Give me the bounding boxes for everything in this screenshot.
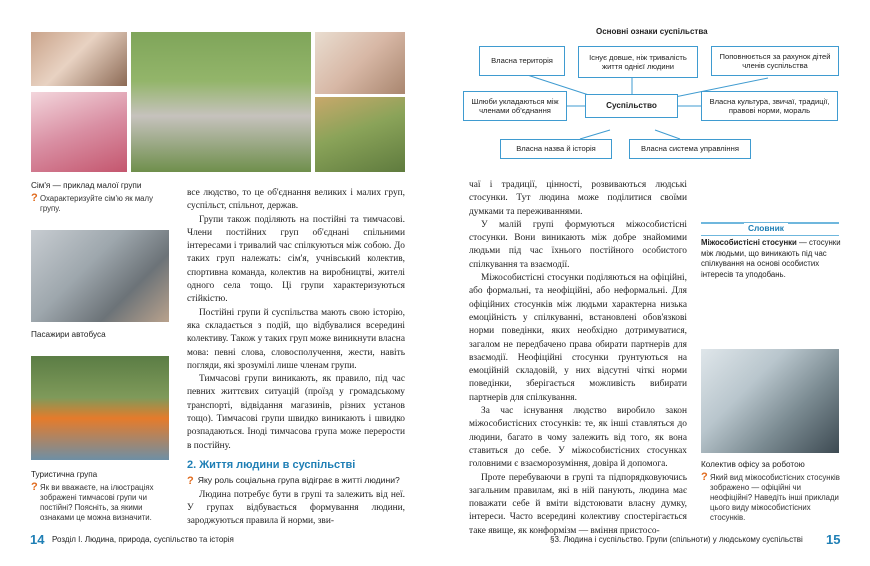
right-text-column — [469, 179, 687, 538]
photo-father-child — [31, 32, 127, 86]
glossary-title: Словник — [744, 223, 788, 233]
photo-family-sofa — [315, 32, 405, 94]
paragraph: Міжособистісні стосунки поділяються на офіційні, або формальні, та неофіційні, або неформальні. Для офіційних стосунків між людьми характерна низька емоційність у спілкуванні, встановлені обов'язкові норми поведінки, яких необхідно дотримуватися, загалом не передбачено права обирати партнерів для взаємодії. Неофіційні стосунки ґрунтуються на емоційній складовій, у них відсутні чіткі норми поведінки, зберігається можливість вибирати партнерів для спілкування. — [469, 273, 687, 403]
glossary-definition: — стосунки між людьми, що виникають під час спілкування на основі особистих інтересів та уподобань. — [701, 238, 841, 279]
footer-left: Розділ І. Людина, природа, суспільство та історія — [52, 535, 234, 544]
photo-bus-passengers — [31, 230, 169, 322]
diagram-box-name-history: Власна назва й історія — [500, 139, 612, 159]
diagram-box-governance: Власна система управління — [629, 139, 751, 159]
diagram-title: Основні ознаки суспільства — [596, 27, 708, 36]
paragraph: Тимчасові групи виникають, як правило, під час певних життєвих ситуацій (проїзд у громадському транспорті, відвідання магазинів, різних установ тощо). Тимчасові групи швидко виникають і швидко розпадаються. Іноді тимчасова група може перерости в постійну. — [187, 374, 405, 451]
paragraph: Людина потребує бути в групі та залежить від неї. У групах відбувається формування людини, зароджуються правила й норми, зви- — [187, 489, 405, 527]
photo-tourist-group — [31, 356, 169, 460]
glossary-term: Міжособистісні стосунки — [701, 238, 797, 247]
caption-bus: Пасажири автобуса — [31, 330, 106, 339]
question-illustrations: Як ви вважаєте, на ілюстраціях зображені тимчасові групи чи постійні? Поясніть, за якими ознаками це можна визначити. — [40, 483, 154, 522]
paragraph: У малій групі формуються міжособистісні стосунки. Вони виникають між добре знайомими людьми під час їхнього постійного особистого спілкування та взаємодії. — [469, 219, 687, 270]
photo-mother-daughter — [31, 92, 127, 172]
photo-office-team — [701, 349, 839, 453]
paragraph: За час існування людство виробило закон міжособистісних стосунків: те, як інші ставляться до людини, багато в чому залежить від того, як вона ставиться до себе. У міжособистісних стосунках головними є взаєморозуміння, довіра й допомога. — [469, 406, 687, 470]
photo-big-family — [131, 32, 311, 172]
page-number-left: 14 — [30, 532, 45, 547]
left-text-column — [187, 187, 405, 528]
paragraph: Постійні групи й суспільства мають свою історію, яка складається з подій, що відбувалися всередині колективу. Також у таких груп може виникнути власна мова: певні слова, словосполучення, жести, навіть погляди, які зрозумілі лише членам групи. — [187, 307, 405, 371]
photo-family-park — [315, 97, 405, 172]
diagram-box-replenish: Поповнюється за рахунок дітей членів суспільства — [711, 46, 839, 76]
paragraph: Проте перебуваючи в групі та підпорядковуючись загальним правилам, які в ній панують, людина має поважати себе й вміти відстоювати власну думку, інтереси. Часто всередині колективу спостерігається таке явище, як конформізм — вміння пристосо- — [469, 472, 687, 536]
footer-right: §3. Людина і суспільство. Групи (спільноти) у людському суспільстві — [550, 535, 803, 544]
diagram-box-territory: Власна територія — [479, 46, 565, 76]
diagram-box-lifespan: Існує довше, ніж тривалість життя однієї людини — [578, 46, 698, 78]
diagram-box-culture: Власна культура, звичаї, традиції, правові норми, мораль — [701, 91, 838, 121]
question-icon: ? — [187, 475, 194, 488]
paragraph: Групи також поділяють на постійні та тимчасові. Члени постійних груп об'єднані спільними інтересами і тривалий час спілкуються між собою. До таких груп належать: сім'я, учнівський колектив, спортивна команда, колектив на виробництві, жителі одного села тощо. Ці групи характеризуються стійкістю. — [187, 214, 405, 305]
question-icon: ? — [31, 481, 38, 493]
question-office: Який вид міжособистісних стосунків зображено — офіційні чи неофіційні? Наведіть інші приклади цього виду міжособистісних стосунків. — [710, 473, 840, 522]
diagram-box-marriage: Шлюби укладаються між членами об'єднання — [463, 91, 567, 121]
caption-tourists: Туристична група — [31, 470, 98, 479]
paragraph: все людство, то це об'єднання великих і малих груп, суспільст, спільнот, держав. — [187, 188, 405, 212]
glossary-entry — [701, 238, 841, 280]
paragraph: чаї і традиції, цінності, розвиваються людські стосунки. Тут людина може поділитися своїми думками та переживаннями. — [469, 180, 687, 217]
question-family: Охарактеризуйте сім'ю як малу групу. — [40, 194, 153, 213]
diagram-center-society: Суспільство — [585, 94, 678, 118]
caption-family: Сім'я — приклад малої групи — [31, 181, 142, 190]
section-heading: 2. Життя людини в суспільстві — [187, 458, 356, 471]
section-question: Яку роль соціальна група відіграє в житті людини? — [197, 475, 400, 486]
question-icon: ? — [701, 471, 708, 483]
question-icon: ? — [31, 192, 38, 204]
page-number-right: 15 — [826, 532, 841, 547]
caption-office: Колектив офісу за роботою — [701, 460, 805, 469]
